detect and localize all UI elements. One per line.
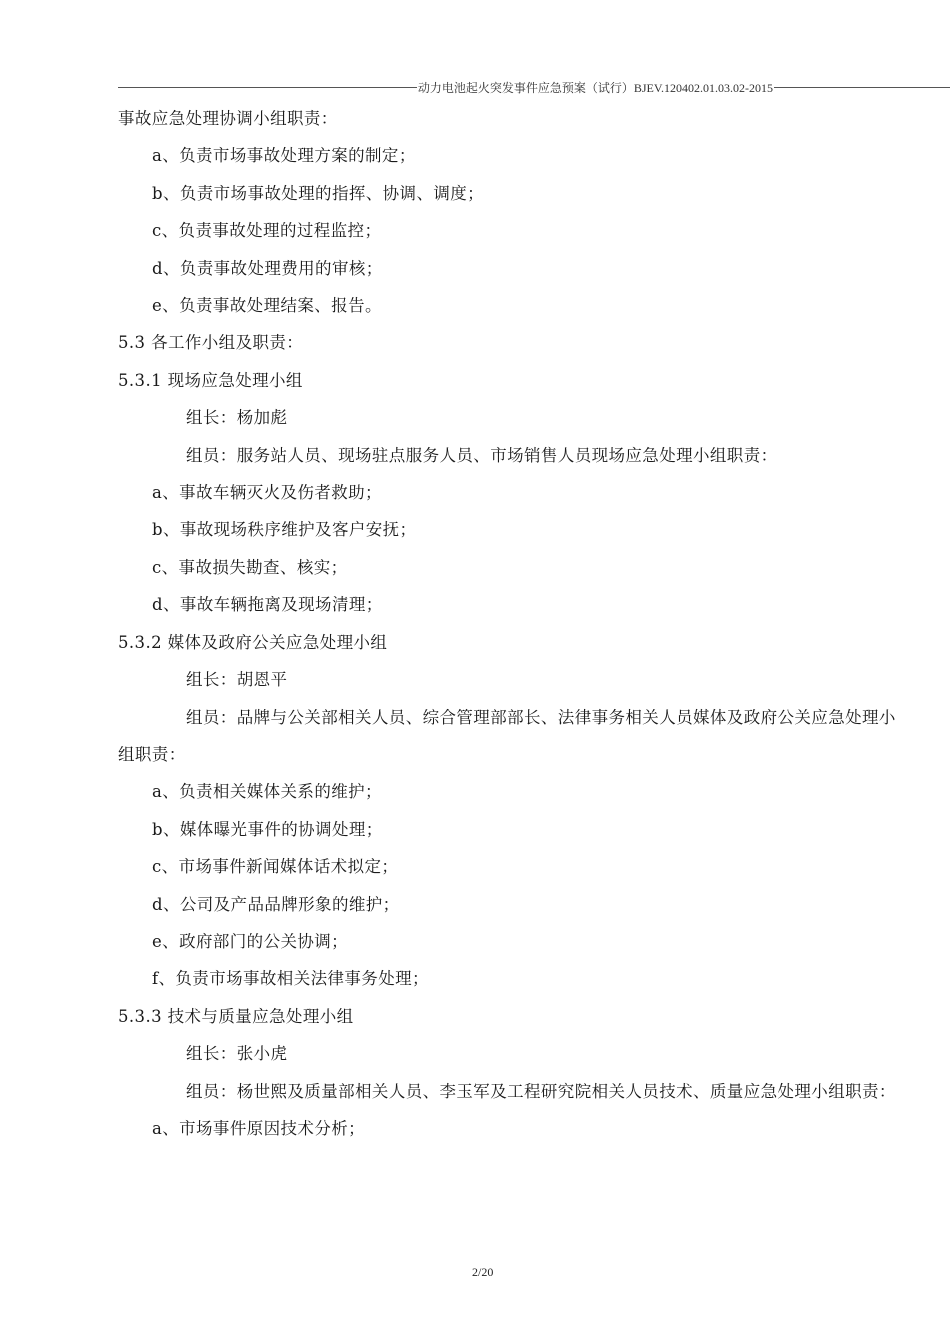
paragraph-line: 组长：杨加彪 [186, 408, 288, 428]
paragraph-line: c、事故损失勘查、核实； [152, 557, 348, 577]
paragraph-line: b、负责市场事故处理的指挥、协调、调度； [152, 183, 485, 203]
paragraph-line: 组员：品牌与公关部相关人员、综合管理部部长、法律事务相关人员媒体及政府公关应急处理小组职责： [118, 707, 896, 764]
paragraph-line: a、事故车辆灭火及伤者救助； [152, 483, 382, 503]
running-header: 动力电池起火突发事件应急预案（试行）BJEV.120402.01.03.02-2015 [417, 81, 773, 95]
paragraph-line: 组长：胡恩平 [186, 670, 288, 690]
paragraph-line: 5.3 各工作小组及职责： [118, 333, 304, 353]
page-number: 2/20 [472, 1265, 494, 1279]
paragraph-line: a、负责市场事故处理方案的制定； [152, 146, 416, 166]
paragraph-line: d、事故车辆拖离及现场清理； [152, 595, 383, 615]
paragraph-line: e、负责事故处理结案、报告。 [152, 296, 382, 316]
paragraph-line: b、事故现场秩序维护及客户安抚； [152, 520, 417, 540]
paragraph-line: b、媒体曝光事件的协调处理； [152, 819, 383, 839]
document-body [118, 100, 898, 1147]
paragraph-line: c、市场事件新闻媒体话术拟定； [152, 857, 399, 877]
paragraph-line: 5.3.3 技术与质量应急处理小组 [118, 1006, 354, 1026]
paragraph-line: 事故应急处理协调小组职责： [118, 109, 338, 128]
paragraph-line: 组员：服务站人员、现场驻点服务人员、市场销售人员现场应急处理小组职责： [186, 445, 778, 465]
paragraph-line: e、政府部门的公关协调； [152, 931, 349, 951]
paragraph-line: c、负责事故处理的过程监控； [152, 221, 382, 241]
paragraph-line: 组员：杨世熙及质量部相关人员、李玉军及工程研究院相关人员技术、质量应急处理小组职责： [186, 1081, 896, 1101]
paragraph-line: d、负责事故处理费用的审核； [152, 258, 383, 278]
paragraph-line: f、负责市场事故相关法律事务处理； [152, 969, 429, 989]
paragraph-line: 5.3.1 现场应急处理小组 [118, 370, 303, 390]
paragraph-line: a、市场事件原因技术分析； [152, 1118, 366, 1138]
paragraph-line: 组长：张小虎 [186, 1044, 288, 1064]
paragraph-line: 5.3.2 媒体及政府公关应急处理小组 [118, 632, 388, 652]
paragraph-line: d、公司及产品品牌形象的维护； [152, 894, 400, 914]
paragraph-line: a、负责相关媒体关系的维护； [152, 782, 382, 802]
